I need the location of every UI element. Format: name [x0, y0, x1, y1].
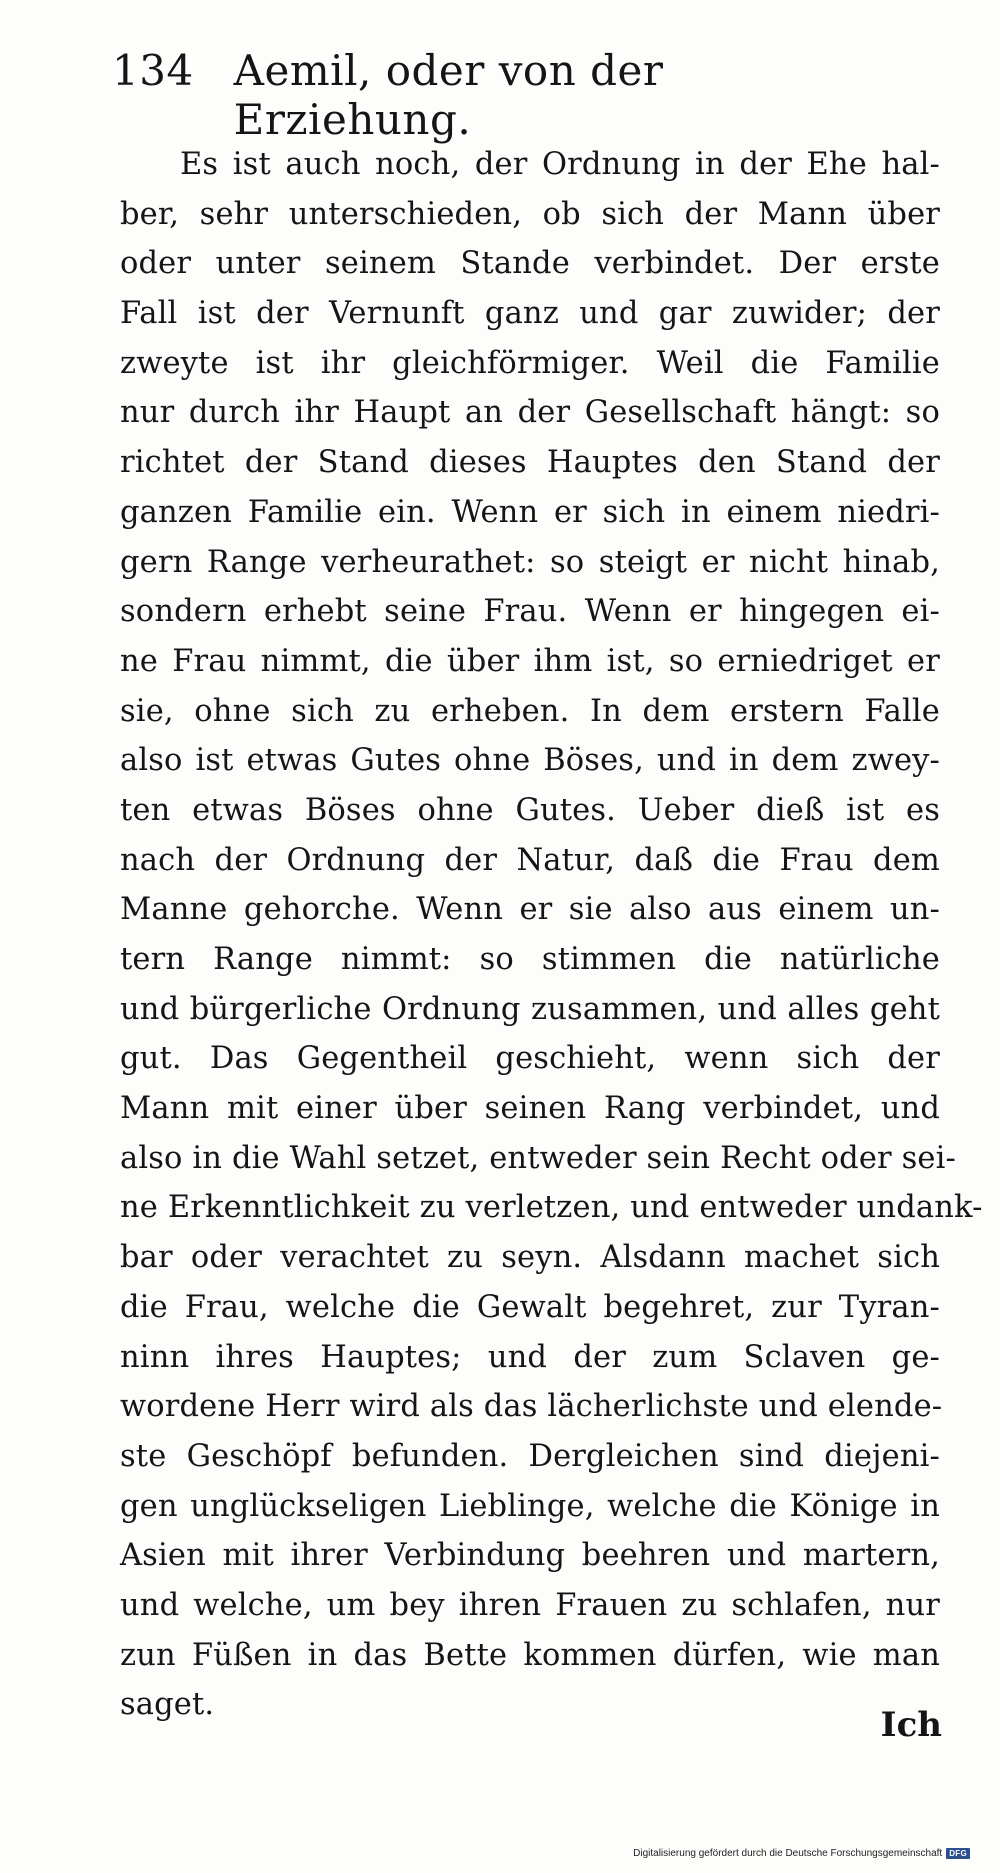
body-text [120, 140, 983, 1730]
text-line: und bürgerliche Ordnung zusammen, und alles geht [120, 991, 940, 1027]
text-line: ne Erkenntlichkeit zu verletzen, und entweder undank- [120, 1190, 983, 1226]
page-header [112, 46, 892, 144]
text-line: gern Range verheurathet: so steigt er nicht hinab, [120, 544, 940, 580]
text-line: Fall ist der Vernunft ganz und gar zuwider; der [120, 296, 940, 332]
text-line: ste Geschöpf befunden. Dergleichen sind diejeni- [120, 1438, 940, 1474]
text-line: die Frau, welche die Gewalt begehret, zur Tyran- [120, 1289, 940, 1325]
text-line: richtet der Stand dieses Hauptes den Stand der [120, 445, 940, 481]
text-line: nach der Ordnung der Natur, daß die Frau dem [120, 842, 940, 878]
text-line: ne Frau nimmt, die über ihm ist, so erniedriget er [120, 643, 940, 679]
text-line: gut. Das Gegentheil geschieht, wenn sich der [120, 1041, 940, 1077]
text-line: ganzen Familie ein. Wenn er sich in einem niedri- [120, 494, 940, 530]
text-line: und welche, um bey ihren Frauen zu schlafen, nur [120, 1587, 940, 1623]
digitization-credit [633, 1848, 970, 1859]
text-line: also in die Wahl setzet, entweder sein Recht oder sei- [120, 1140, 956, 1176]
text-line: wordene Herr wird als das lächerlichste und elende- [120, 1389, 943, 1425]
dfg-logo: DFG [946, 1848, 970, 1859]
text-line: tern Range nimmt: so stimmen die natürliche [120, 942, 940, 977]
text-line: zun Füßen in das Bette kommen dürfen, wie man [120, 1637, 940, 1673]
catchword: Ich [880, 1705, 942, 1745]
credit-text: Digitalisierung gefördert durch die Deutsche Forschungsgemeinschaft [633, 1848, 943, 1859]
text-line: bar oder verachtet zu seyn. Alsdann machet sich [120, 1240, 940, 1276]
text-line: saget. [120, 1687, 215, 1723]
running-title: Aemil, oder von der Erziehung. [233, 46, 664, 144]
text-line: oder unter seinem Stande verbindet. Der erste [120, 246, 940, 282]
text-line: Es ist auch noch, der Ordnung in der Ehe hal- [180, 147, 940, 182]
text-line: sondern erhebt seine Frau. Wenn er hingegen ei- [120, 594, 940, 630]
text-line: sie, ohne sich zu erheben. In dem erstern Falle [120, 693, 940, 729]
text-line: gen unglückseligen Lieblinge, welche die Könige in [120, 1488, 940, 1524]
text-line: Manne gehorche. Wenn er sie also aus einem un- [120, 892, 940, 928]
text-line: also ist etwas Gutes ohne Böses, und in dem zwey- [120, 743, 940, 779]
text-line: ber, sehr unterschieden, ob sich der Mann über [120, 196, 940, 232]
text-line: zweyte ist ihr gleichförmiger. Weil die Familie [120, 345, 940, 381]
text-line: ten etwas Böses ohne Gutes. Ueber dieß ist es [120, 792, 940, 828]
text-line: nur durch ihr Haupt an der Gesellschaft hängt: so [120, 395, 940, 431]
text-line: ninn ihres Hauptes; und der zum Sclaven ge- [120, 1339, 940, 1375]
text-line: Asien mit ihrer Verbindung beehren und martern, [120, 1538, 940, 1574]
page-number: 134 [112, 46, 194, 95]
text-line: Mann mit einer über seinen Rang verbindet, und [120, 1091, 940, 1127]
